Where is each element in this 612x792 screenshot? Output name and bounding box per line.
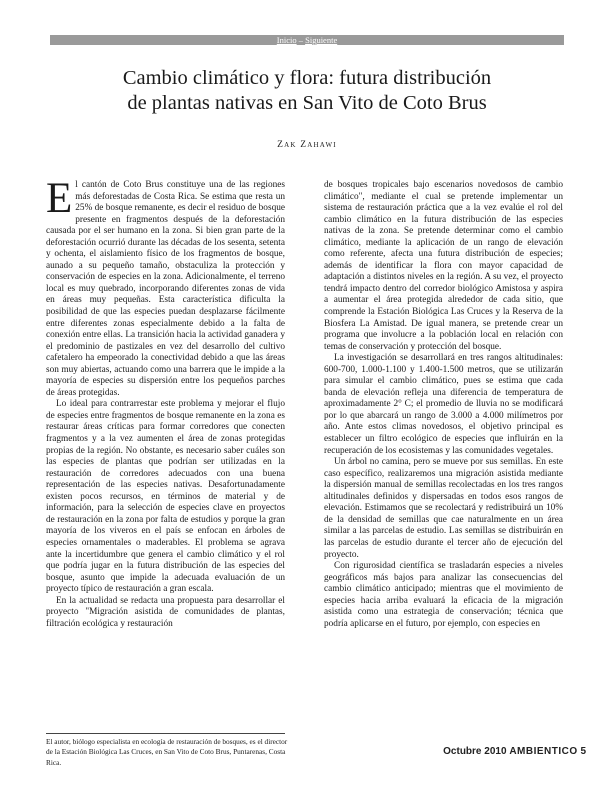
column-left bbox=[46, 175, 285, 630]
paragraph-left-1 bbox=[46, 175, 285, 399]
article-title bbox=[50, 66, 564, 116]
drop-cap: E bbox=[46, 175, 73, 222]
paragraph-left-1-text: l cantón de Coto Brus constituye una de las regiones más deforestadas de Costa Rica. Se estima que resta un 25% de bosque remanente, es decir el residuo de bosque presente en fragmentos después de la deforestación causada por el ser humano en la zona. Si bien gran parte de la deforestación ocurrió durante las décadas de los sesenta, setenta y ochenta, el aislamiento físico de los fragmentos de bosque, aunado a su pequeño tamaño, obstaculiza la protección y conservación de especies en la zona. Adicionalmente, el terreno local es muy quebrado, incorporando diferentes zonas de vida en áreas muy pequeñas. Esta característica dificulta la posibilidad de que las especies puedan desplazarse fácilmente entre diferentes zonas especialmente debido a la falta de conexión entre ellas. La transición hacia la actividad ganadera y el predominio de pastizales en vez del desarrollo del cultivo cafetalero ha empeorado la conectividad debido a que las áreas son muy abiertas, actuando como una barrera que le impide a la mayoría de especies su dispersión entre los pequeños parches de áreas protegidas. bbox=[46, 180, 285, 398]
title-line-2: de plantas nativas en San Vito de Coto Brus bbox=[127, 92, 487, 114]
nav-link-siguiente[interactable]: Siguiente bbox=[305, 35, 338, 45]
paragraph-right-4: Con rigurosidad científica se trasladarán especies a niveles geográficos más bajos para analizar las consecuencias del cambio climático anticipado; mientras que el movimiento de especies hacia arriba evaluará la eficacia de la migración asistida como una estrategia de conservación; técnica que podría aplicarse en el futuro, por ejemplo, con especies en bbox=[324, 561, 563, 629]
page-footer bbox=[400, 746, 586, 757]
page-number: 5 bbox=[580, 746, 586, 757]
nav-link-inicio[interactable]: Inicio bbox=[276, 35, 297, 45]
title-line-1: Cambio climático y flora: futura distribución bbox=[122, 67, 492, 89]
paragraph-right-1: de bosques tropicales bajo escenarios novedosos de cambio climático", mediante el cual se pretende implementar un sistema de restauración práctica que a la vez evalúe el rol del cambio climático en la futura distribución de las especies nativas de la zona. Se pretende determinar como el cambio climático, mediante la aplicación de un rango de elevación como referente, afecta una futura distribución de especies; además de identificar la flora con mayor capacidad de adaptación a distintos niveles en la región. A su vez, el proyecto tendrá impacto dentro del corredor biológico Amistosa y aspira a aumentar el área protegida alrededor de cada sitio, que comprende la Estación Biológica Las Cruces y la Reserva de la Biosfera La Amistad. De igual manera, se pretende crear un programa que involucre a la población local en relación con temas de conservación y protección del bosque. bbox=[324, 180, 563, 352]
issue-date: Octubre 2010 bbox=[443, 746, 507, 757]
author-footnote: El autor, biólogo especialista en ecología de restauración de bosques, es el director de la Estación Biológica Las Cruces, en San Vito de Coto Brus, Puntarenas, Costa Rica. bbox=[46, 737, 288, 767]
nav-separator: – bbox=[296, 35, 306, 45]
paragraph-right-3: Un árbol no camina, pero se mueve por sus semillas. En este caso específico, realizaremos una migración asistida mediante la dispersión manual de semillas recolectadas en los tres rangos altitudinales definidos y dispersadas en todos esos rangos de elevación. Estimamos que se recolectará y redistribuirá un 10% de la densidad de semillas que cae naturalmente en un área similar a las parcelas de estudio. Las semillas se distribuirán en las parcelas de estudio durante el tercer año de ejecución del proyecto. bbox=[324, 457, 563, 560]
footnote-divider bbox=[46, 733, 285, 734]
paragraph-left-3: En la actualidad se redacta una propuesta para desarrollar el proyecto "Migración asistida de comunidades de plantas, filtración ecológica y restauración bbox=[46, 595, 285, 629]
paragraph-left-2: Lo ideal para contrarrestar este problema y mejorar el flujo de especies entre fragmentos de bosque remanente en la zona es restaurar áreas críticas para formar corredores que conecten fragmentos y a la vez aumenten el área de zonas protegidas propias de la región. No obstante, es necesario saber cuáles son las especies de plantas que podrían ser utilizadas en la restauración de corredores adecuados con una buena representación de las especies nativas. Desafortunadamente existen pocos recursos, en términos de material y de información, para la selección de especies clave en proyectos de restauración en la zona por falta de estudios y porque la gran mayoría de los viveros en el país se enfocan en árboles de especies ornamentales o maderables. El problema se agrava ante la incertidumbre que genera el cambio climático y el rol que podría jugar en la futura distribución de las especies del bosque, asunto que impide la adecuada evaluación de un proyecto típico de restauración a gran escala. bbox=[46, 399, 285, 595]
paragraph-right-2: La investigación se desarrollará en tres rangos altitudinales: 600-700, 1.000-1.100 y 1.400-1.500 metros, que se utilizarán para simular el cambio climático, pues se estima que cada banda de elevación refleja una diferencia de temperatura de aproximadamente 2° C; el promedio de lluvia no se modificará por lo que abarcará un rango de 3.000 a 4.000 milímetros por año. Ante estos climas novedosos, el objetivo principal es establecer un filtro ecológico de especies que influirán en la recuperación de los ecosistemas y las comunidades vegetales. bbox=[324, 353, 563, 456]
nav-bar bbox=[50, 35, 564, 45]
magazine-name: AMBIENTICO bbox=[509, 746, 578, 757]
column-right bbox=[324, 180, 563, 630]
author-byline: Zak Zahawi bbox=[277, 140, 337, 150]
